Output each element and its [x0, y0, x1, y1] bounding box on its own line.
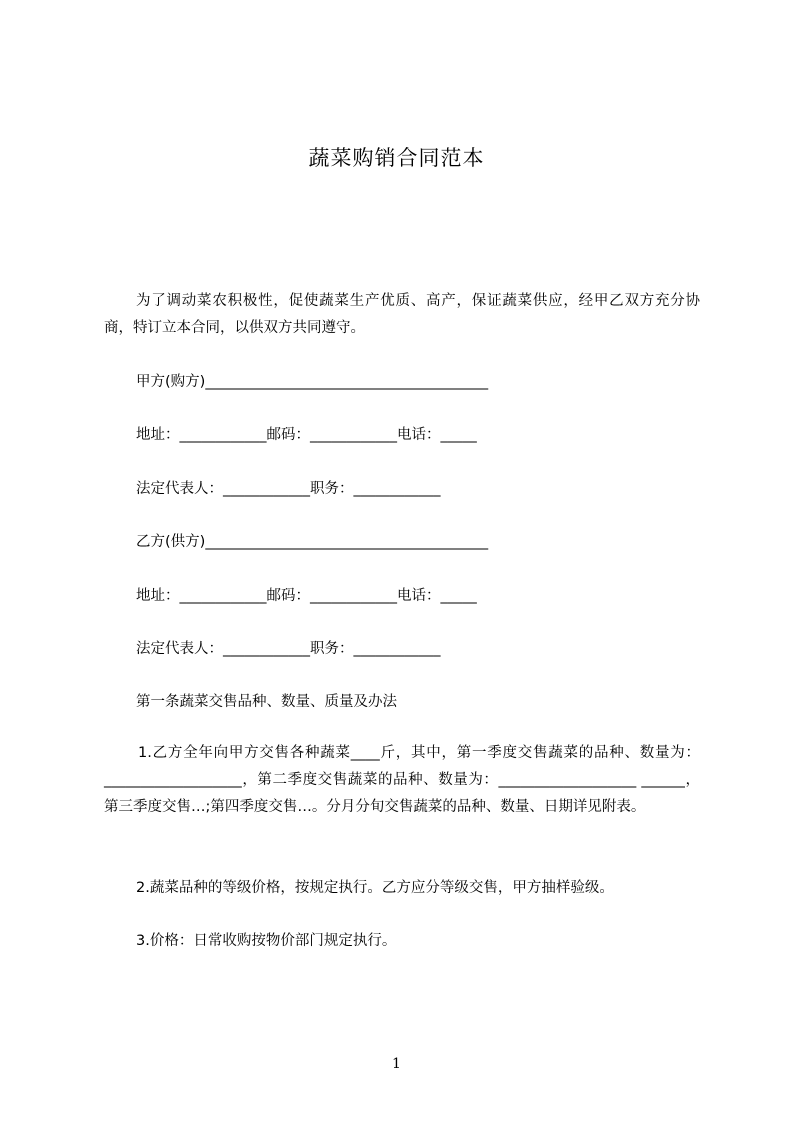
clause-2-paragraph: 2.蔬菜品种的等级价格，按规定执行。乙方应分等级交售，甲方抽样验级。	[136, 880, 614, 896]
clause-1-paragraph: 1.乙方全年向甲方交售各种蔬菜____斤，其中，第一季度交售蔬菜的品种、数量为：___________________，第二季度交售蔬菜的品种、数量为：___________________ ______，第三季度交售…;第四季度交售…。分月分旬交售蔬菜的品种、数量、日期详见附表。	[104, 745, 700, 815]
party-b-representative-line: 法定代表人：____________职务：____________	[136, 641, 441, 657]
clause-3-paragraph: 3.价格：日常收购按物价部门规定执行。	[136, 933, 397, 949]
page-number: 1	[392, 1056, 401, 1072]
intro-paragraph: 为了调动菜农积极性，促使蔬菜生产优质、高产，保证蔬菜供应，经甲乙双方充分协商，特订立本合同，以供双方共同遵守。	[104, 293, 700, 336]
article-1-heading: 第一条蔬菜交售品种、数量、质量及办法	[136, 694, 397, 710]
party-a-name-line: 甲方(购方)_______________________________________	[136, 374, 489, 390]
party-b-address-line: 地址：____________邮码：____________电话：_____	[136, 588, 477, 604]
party-a-address-line: 地址：____________邮码：____________电话：_____	[136, 427, 477, 443]
party-b-name-line: 乙方(供方)_______________________________________	[136, 534, 489, 550]
party-a-representative-line: 法定代表人：____________职务：____________	[136, 481, 441, 497]
document-title: 蔬菜购销合同范本	[308, 146, 485, 170]
